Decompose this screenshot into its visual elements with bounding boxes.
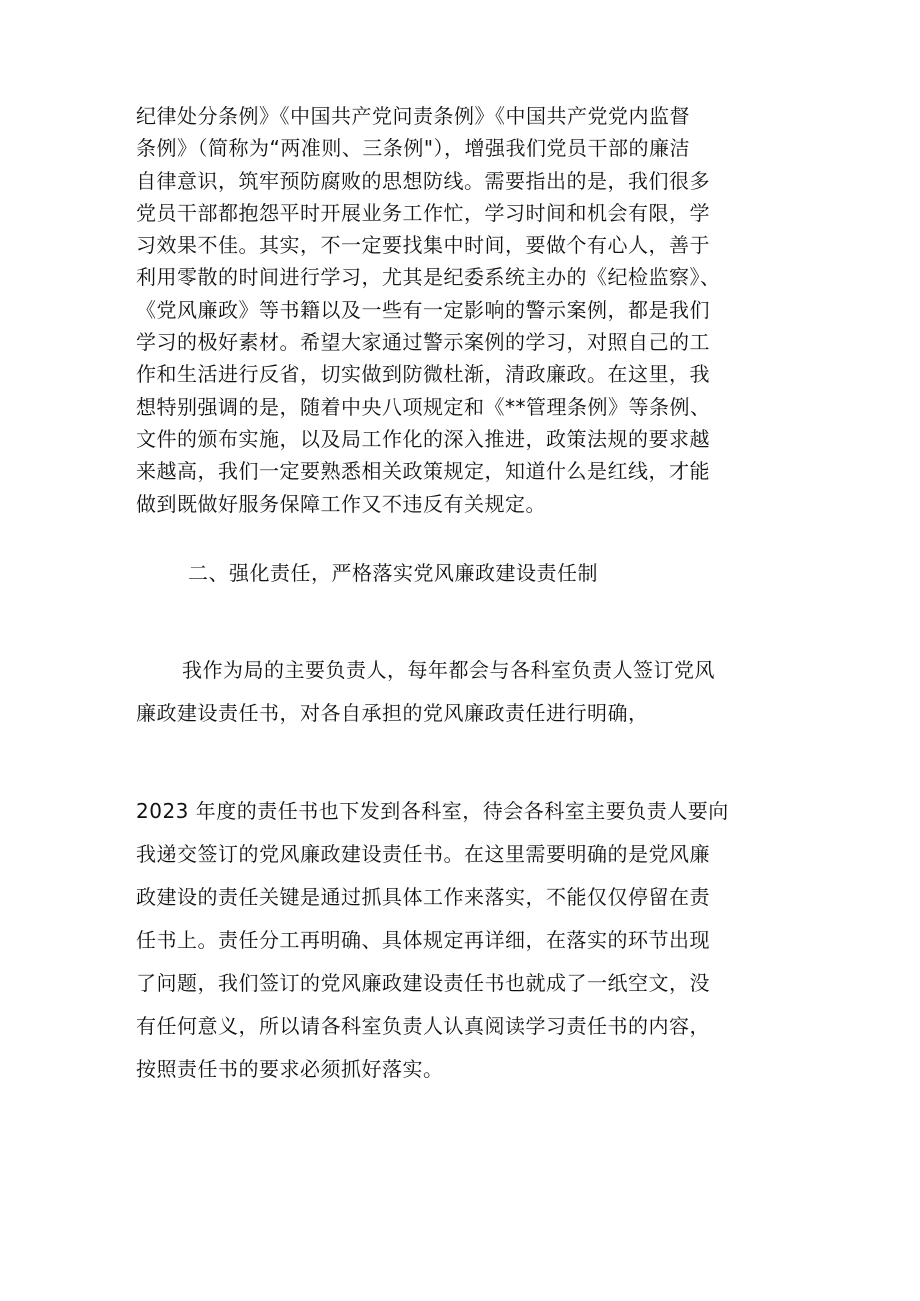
paragraph-line: 来越高，我们一定要熟悉相关政策规定，知道什么是红线，才能 bbox=[136, 459, 710, 484]
body-paragraph-3 bbox=[136, 790, 788, 1091]
paragraph-line: 自律意识，筑牢预防腐败的思想防线。需要指出的是，我们很多 bbox=[136, 168, 710, 193]
paragraph-line: 廉政建设责任书，对各自承担的党风廉政责任进行明确， bbox=[136, 701, 649, 725]
paragraph-line: 做到既做好服务保障工作又不违反有关规定。 bbox=[136, 491, 546, 516]
body-paragraph-2 bbox=[136, 649, 788, 735]
section-heading bbox=[188, 553, 788, 593]
paragraph-line: 按照责任书的要求必须抓好落实。 bbox=[136, 1057, 444, 1081]
body-paragraph-1 bbox=[136, 100, 788, 520]
paragraph-line: 习效果不佳。其实，不一定要找集中时间，要做个有心人，善于 bbox=[136, 233, 710, 258]
paragraph-line: 我递交签订的党风廉政建设责任书。在这里需要明确的是党风廉 bbox=[136, 842, 710, 866]
paragraph-line: 想特别强调的是，随着中央八项规定和《**管理条例》等条例、 bbox=[136, 394, 711, 419]
section-heading-text: 二、强化责任，严格落实党风廉政建设责任制 bbox=[188, 561, 598, 585]
paragraph-line: 文件的颁布实施，以及局工作化的深入推进，政策法规的要求越 bbox=[136, 426, 710, 451]
paragraph-line: 了问题，我们签订的党风廉政建设责任书也就成了一纸空文，没 bbox=[136, 971, 710, 995]
paragraph-line: 作和生活进行反省，切实做到防微杜渐，清政廉政。在这里，我 bbox=[136, 362, 710, 387]
paragraph-line: 我作为局的主要负责人，每年都会与各科室负责人签订党风 bbox=[182, 658, 715, 682]
paragraph-line: 有任何意义，所以请各科室负责人认真阅读学习责任书的内容， bbox=[136, 1014, 710, 1038]
paragraph-line: 党员干部都抱怨平时开展业务工作忙，学习时间和机会有限，学 bbox=[136, 200, 710, 225]
paragraph-line: 学习的极好素材。希望大家通过警示案例的学习，对照自己的工 bbox=[136, 330, 710, 355]
paragraph-line: 2023 年度的责任书也下发到各科室，待会各科室主要负责人要向 bbox=[136, 799, 729, 823]
paragraph-line: 《党风廉政》等书籍以及一些有一定影响的警示案例，都是我们 bbox=[136, 297, 710, 322]
paragraph-line: 纪律处分条例》《中国共产党问责条例》《中国共产党党内监督 bbox=[136, 104, 690, 128]
paragraph-line: 任书上。责任分工再明确、具体规定再详细，在落实的环节出现 bbox=[136, 928, 710, 952]
paragraph-line: 条例》（简称为“两准则、三条例"），增强我们党员干部的廉洁 bbox=[136, 136, 691, 161]
paragraph-line: 利用零散的时间进行学习，尤其是纪委系统主办的《纪检监察》、 bbox=[136, 265, 721, 290]
paragraph-line: 政建设的责任关键是通过抓具体工作来落实，不能仅仅停留在责 bbox=[136, 885, 710, 909]
